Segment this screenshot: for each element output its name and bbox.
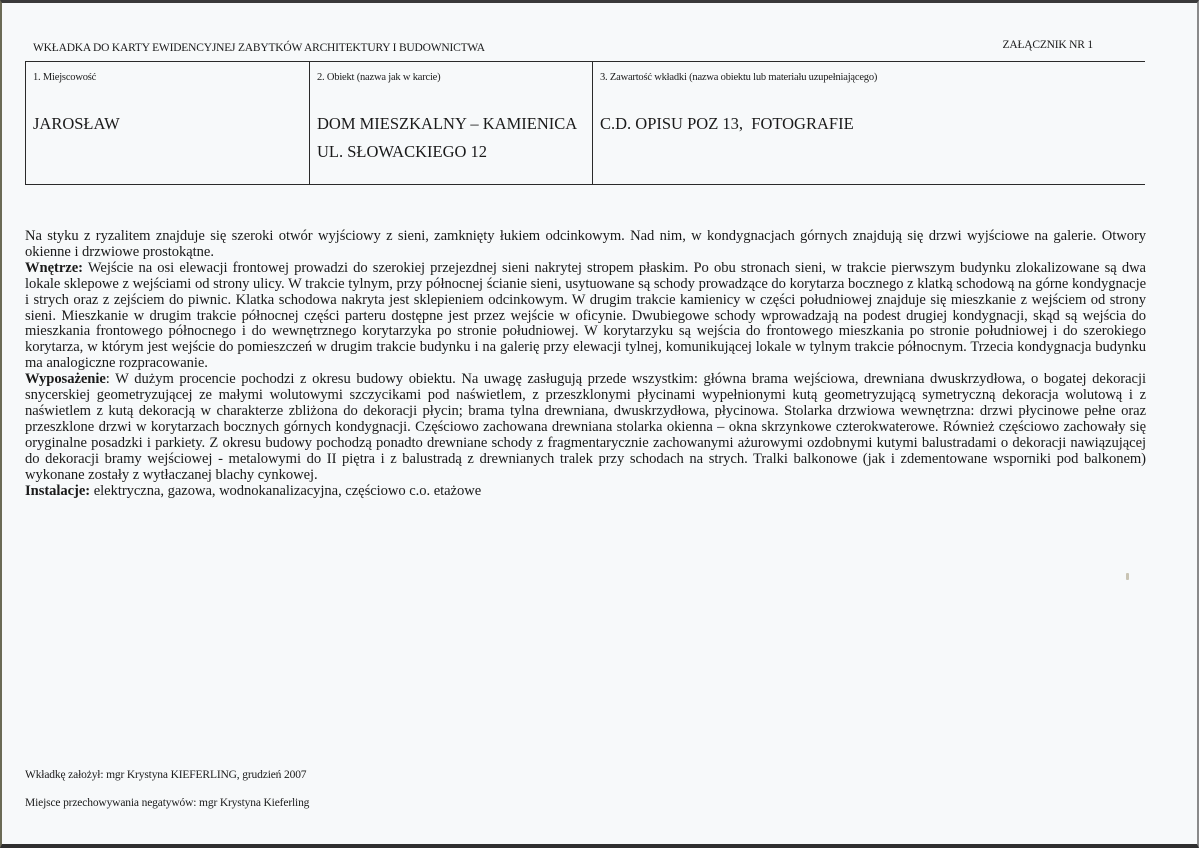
- contents-cell: [593, 62, 1145, 184]
- section-text-interior: Wejście na osi elewacji frontowej prowadzi do szerokiej przejezdnej sieni nakrytej stropem płaskim. Po obu stronach sieni, w trakcie pierwszym budynku zlokalizowane są dwa lokale sklepowe z wejściami od strony ulicy. W trakcie tylnym, przy północnej ścianie sieni, usytuowane są schody prowadzące do korytarza bocznego z klatką schodową na górne kondygnacje i strych oraz z zejściem do piwnic. Klatka schodowa nakryta jest sklepieniem odcinkowym. W drugim trakcie kamienicy w części południowej znajduje się mieszkanie z wejściem od strony sieni. Mieszkanie w drugim trakcie północnej części parteru dostępne jest przez wejście w oficynie. Dwubiegowe schody wprowadzają na podest drugiej kondygnacji, skąd są wejścia do mieszkania frontowego północnego i do wewnętrznego korytarzyka po stronie południowej. W korytarzyku są wejścia do frontowego mieszkania po stronie południowej i do szerokiego korytarza, w którym jest wejście do pomieszczeń w drugim trakcie budynku i na galerię przy elewacji tylnej, komunikującej lokale w tylnym trakcie północnym. Trzecia kondygnacja budynku ma analogiczne rozpracowanie.: [25, 259, 1146, 372]
- contents-value: [600, 110, 854, 138]
- object-address-line: UL. SŁOWACKIEGO 12: [317, 142, 488, 161]
- locality-cell: [26, 62, 310, 184]
- created-by-note: Wkładkę założył: mgr Krystyna KIEFERLING, grudzień 2007: [25, 769, 307, 781]
- section-furnishings: [25, 372, 1146, 483]
- info-table: [25, 61, 1145, 185]
- object-cell: [310, 62, 593, 184]
- section-heading-furnishings: Wyposażenie: [25, 371, 106, 388]
- scan-speck: [1126, 573, 1129, 580]
- section-interior: [25, 261, 1146, 372]
- description-body: [25, 229, 1146, 499]
- object-label: 2. Obiekt (nazwa jak w karcie): [317, 72, 441, 83]
- locality-value: [33, 110, 120, 138]
- section-heading-interior: Wnętrze:: [25, 259, 83, 276]
- object-name-line: DOM MIESZKALNY – KAMIENICA: [317, 114, 578, 133]
- negatives-location-note: Miejsce przechowywania negatywów: mgr Krystyna Kieferling: [25, 797, 310, 809]
- section-installations: [25, 484, 1146, 500]
- form-title: WKŁADKA DO KARTY EWIDENCYJNEJ ZABYTKÓW ARCHITEKTURY I BUDOWNICTWA: [33, 42, 485, 54]
- section-text-furnishings: : W dużym procencie pochodzi z okresu budowy obiektu. Na uwagę zasługują przede wszystkim: główna brama wejściowa, drewniana dwuskrzydłowa, o bogatej dekoracji snycerskiej geometryzującej ze małymi wolutowymi szczycikami pod naświetlem, z przeszklonymi płycinami wypełnionymi kutą geometryzującą symetryczną dekoracja wolutową i z naświetlem z kutą dekoracją w charakterze zbliżona do dekoracji płycin; brama tylna drewniana, dwuskrzydłowa, płycinowa. Stolarka drzwiowa wewnętrzna: drzwi płycinowe pełne oraz przeszklone drzwi w korytarzach bocznych górnych kondygnacji. Częściowo zachowana drewniana stolarka okienna – okna skrzynkowe czterokwaterowe. Również częściowo zachowały się oryginalne posadzki i parkiety. Z okresu budowy pochodzą ponadto drewniane schody z fragmentarycznie zachowanymi ażurowymi ozdobnymi kutymi balustradami o dekoracji nawiązującej do dekoracji bramy wejściowej - metalowymi do II piętra i z balustradą z drewnianych tralek przy schodach na strych. Tralki balkonowe (jak i zdementowane wsporniki pod balkonem) wykonane zostały z wytłaczanej blachy cynkowej.: [25, 371, 1146, 483]
- section-text-installations: elektryczna, gazowa, wodnokanalizacyjna, częściowo c.o. etażowe: [90, 482, 482, 499]
- locality-label: 1. Miejscowość: [33, 72, 97, 83]
- description-intro: Na styku z ryzalitem znajduje się szeroki otwór wyjściowy z sieni, zamknięty łukiem odcinkowym. Nad nim, w kondygnacjach górnych znajdują się drzwi wyjściowe na galerie. Otwory okienne i drzwiowe prostokątne.: [25, 228, 1146, 260]
- contents-value-line: C.D. OPISU POZ 13, FOTOGRAFIE: [600, 114, 854, 133]
- object-value: [317, 110, 577, 166]
- locality-value-line: JAROSŁAW: [33, 114, 120, 133]
- contents-label: 3. Zawartość wkładki (nazwa obiektu lub materiału uzupełniającego): [600, 72, 878, 83]
- section-heading-installations: Instalacje:: [25, 482, 91, 499]
- annex-label: ZAŁĄCZNIK NR 1: [1002, 39, 1093, 51]
